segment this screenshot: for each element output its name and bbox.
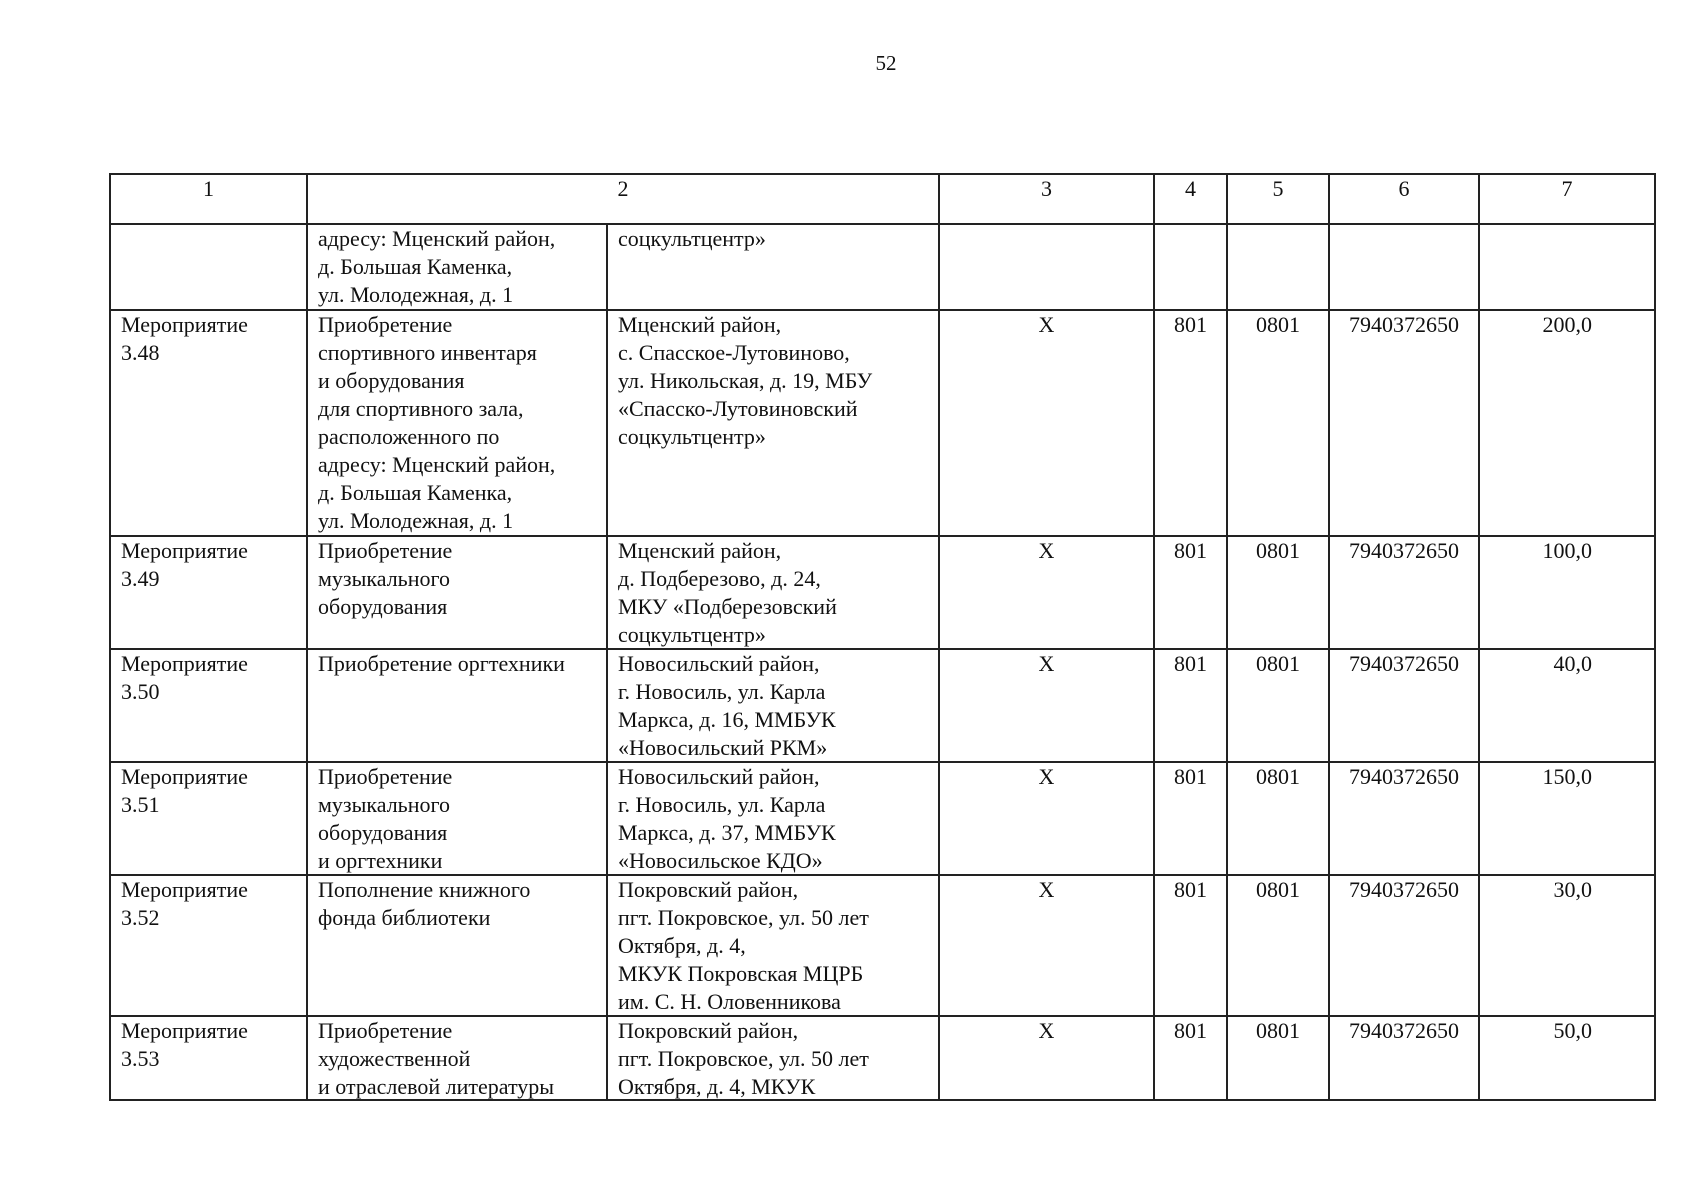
value-text-4: 801 — [1174, 651, 1207, 676]
description-subgrid — [308, 876, 938, 1015]
value-cell-6 — [1329, 1016, 1479, 1100]
description-cell — [307, 310, 939, 536]
value-cell-4 — [1154, 1016, 1227, 1100]
event-cell — [110, 1016, 307, 1100]
budget-table — [109, 173, 1656, 1101]
value-text-6: 7940372650 — [1349, 877, 1459, 902]
event-cell — [110, 224, 307, 310]
value-cell-3 — [939, 536, 1154, 649]
value-cell-4 — [1154, 762, 1227, 875]
value-text-5: 0801 — [1256, 764, 1300, 789]
table-row — [110, 224, 1655, 310]
description-cell — [307, 649, 939, 762]
event-name: Приобретение спортивного инвентаря и оборудования для спортивного зала, расположенного по адресу: Мценский район, д. Большая Каменка, ул. Молодежная, д. 1 — [318, 312, 556, 533]
value-text-5: 0801 — [1256, 1018, 1300, 1043]
event-location: соцкультцентр» — [606, 225, 906, 309]
event-cell — [110, 762, 307, 875]
value-text-3: Х — [1038, 312, 1055, 337]
value-cell-7 — [1479, 875, 1655, 1016]
header-cell-6: 6 — [1329, 174, 1479, 224]
value-text-5: 0801 — [1256, 312, 1300, 337]
value-cell-5 — [1227, 310, 1329, 536]
value-cell-6 — [1329, 536, 1479, 649]
value-text-6: 7940372650 — [1349, 312, 1459, 337]
value-text-5: 0801 — [1256, 651, 1300, 676]
description-cell — [307, 875, 939, 1016]
value-cell-3 — [939, 310, 1154, 536]
event-name: Приобретение музыкального оборудования и оргтехники — [318, 764, 453, 873]
value-cell-5 — [1227, 762, 1329, 875]
value-cell-3 — [939, 875, 1154, 1016]
value-cell-6 — [1329, 762, 1479, 875]
value-cell-7 — [1479, 1016, 1655, 1100]
value-text-6: 7940372650 — [1349, 764, 1459, 789]
description-cell — [307, 762, 939, 875]
value-cell-3 — [939, 762, 1154, 875]
value-text-7: 50,0 — [1553, 1018, 1592, 1043]
value-cell-7 — [1479, 649, 1655, 762]
value-text-3: Х — [1038, 538, 1055, 563]
value-cell-6 — [1329, 649, 1479, 762]
table-header-row — [110, 174, 1655, 224]
value-text-3: Х — [1038, 764, 1055, 789]
event-label: Мероприятие 3.52 — [121, 877, 248, 930]
table-row — [110, 536, 1655, 649]
event-cell — [110, 875, 307, 1016]
event-location: Мценский район, д. Подберезово, д. 24, МКУ «Подберезовский соцкультцентр» — [606, 537, 906, 649]
value-cell-3 — [939, 224, 1154, 310]
value-text-3: Х — [1038, 877, 1055, 902]
table-row — [110, 762, 1655, 875]
value-text-6: 7940372650 — [1349, 1018, 1459, 1043]
value-cell-4 — [1154, 224, 1227, 310]
value-cell-7 — [1479, 310, 1655, 536]
value-cell-5 — [1227, 649, 1329, 762]
value-text-6: 7940372650 — [1349, 651, 1459, 676]
event-name: Приобретение музыкального оборудования — [318, 538, 453, 619]
value-text-3: Х — [1038, 651, 1055, 676]
value-cell-7 — [1479, 536, 1655, 649]
header-cell-1: 1 — [110, 174, 307, 224]
value-cell-3 — [939, 649, 1154, 762]
value-cell-4 — [1154, 310, 1227, 536]
value-text-7: 30,0 — [1553, 877, 1592, 902]
description-cell — [307, 224, 939, 310]
event-cell — [110, 649, 307, 762]
value-cell-4 — [1154, 875, 1227, 1016]
header-cell-5: 5 — [1227, 174, 1329, 224]
value-text-6: 7940372650 — [1349, 538, 1459, 563]
event-location: Покровский район, пгт. Покровское, ул. 50 лет Октября, д. 4, МКУК Покровская МЦРБ им. С. Н. Оловенникова — [606, 876, 906, 1016]
value-text-5: 0801 — [1256, 877, 1300, 902]
description-subgrid — [308, 1017, 938, 1099]
page-number: 52 — [875, 51, 897, 75]
event-name: адресу: Мценский район, д. Большая Каменка, ул. Молодежная, д. 1 — [318, 226, 556, 307]
description-cell — [307, 536, 939, 649]
description-cell — [307, 1016, 939, 1100]
description-subgrid — [308, 311, 938, 535]
value-cell-7 — [1479, 762, 1655, 875]
event-location: Мценский район, с. Спасское-Лутовиново, ул. Никольская, д. 19, МБУ «Спасско-Лутовиновский соцкультцентр» — [606, 311, 906, 535]
value-cell-6 — [1329, 875, 1479, 1016]
value-cell-5 — [1227, 224, 1329, 310]
value-cell-5 — [1227, 875, 1329, 1016]
value-cell-6 — [1329, 224, 1479, 310]
event-name: Приобретение художественной и отраслевой литературы — [318, 1018, 555, 1099]
value-cell-5 — [1227, 1016, 1329, 1100]
event-name: Приобретение оргтехники — [318, 651, 565, 676]
value-text-7: 40,0 — [1553, 651, 1592, 676]
value-cell-4 — [1154, 536, 1227, 649]
event-label: Мероприятие 3.51 — [121, 764, 248, 817]
value-cell-5 — [1227, 536, 1329, 649]
value-text-7: 150,0 — [1542, 764, 1592, 789]
value-text-4: 801 — [1174, 312, 1207, 337]
table-row — [110, 310, 1655, 536]
value-cell-6 — [1329, 310, 1479, 536]
value-text-4: 801 — [1174, 764, 1207, 789]
value-text-4: 801 — [1174, 1018, 1207, 1043]
table-row — [110, 649, 1655, 762]
event-label: Мероприятие 3.53 — [121, 1018, 248, 1071]
header-cell-4: 4 — [1154, 174, 1227, 224]
header-cell-3: 3 — [939, 174, 1154, 224]
event-cell — [110, 536, 307, 649]
value-cell-7 — [1479, 224, 1655, 310]
description-subgrid — [308, 763, 938, 874]
value-text-7: 200,0 — [1542, 312, 1592, 337]
table-row — [110, 875, 1655, 1016]
value-text-3: Х — [1038, 1018, 1055, 1043]
value-text-4: 801 — [1174, 877, 1207, 902]
value-cell-4 — [1154, 649, 1227, 762]
table-row — [110, 1016, 1655, 1100]
event-label: Мероприятие 3.48 — [121, 312, 248, 365]
event-cell — [110, 310, 307, 536]
value-text-7: 100,0 — [1542, 538, 1592, 563]
description-subgrid — [308, 225, 938, 309]
value-cell-3 — [939, 1016, 1154, 1100]
value-text-5: 0801 — [1256, 538, 1300, 563]
event-label: Мероприятие 3.49 — [121, 538, 248, 591]
event-location: Покровский район, пгт. Покровское, ул. 50 лет Октября, д. 4, МКУК — [606, 1017, 906, 1101]
description-subgrid — [308, 650, 938, 761]
event-name: Пополнение книжного фонда библиотеки — [318, 877, 531, 930]
header-cell-7: 7 — [1479, 174, 1655, 224]
header-cell-2: 2 — [307, 174, 939, 224]
event-label: Мероприятие 3.50 — [121, 651, 248, 704]
value-text-4: 801 — [1174, 538, 1207, 563]
event-location: Новосильский район, г. Новосиль, ул. Карла Маркса, д. 16, ММБУК «Новосильский РКМ» — [606, 650, 906, 762]
description-subgrid — [308, 537, 938, 648]
event-location: Новосильский район, г. Новосиль, ул. Карла Маркса, д. 37, ММБУК «Новосильское КДО» — [606, 763, 906, 875]
